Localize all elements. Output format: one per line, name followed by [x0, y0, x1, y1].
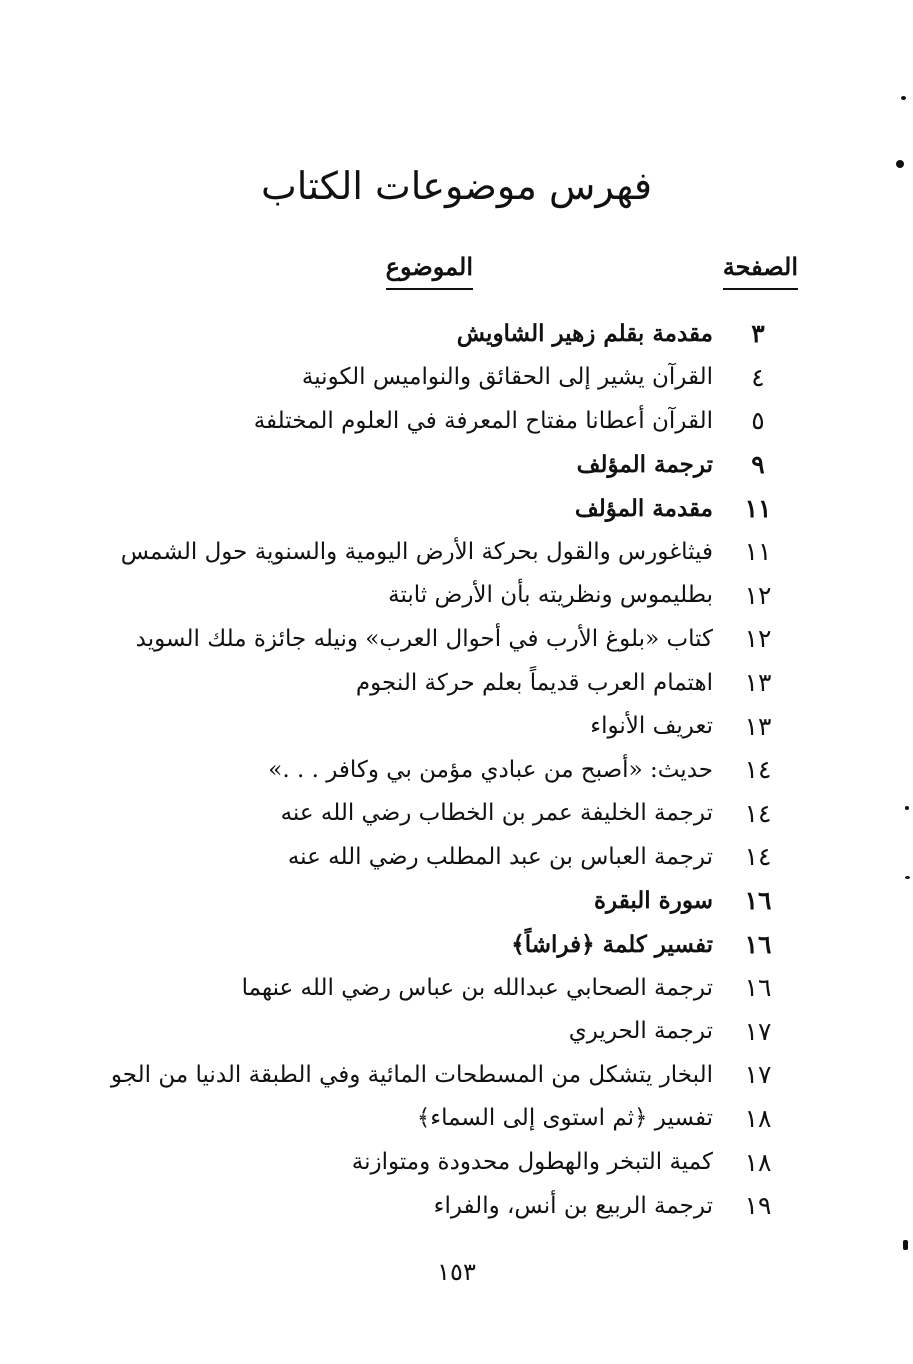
toc-entry-page: ١٦ — [744, 886, 772, 916]
scan-speck — [896, 160, 904, 168]
scan-speck — [905, 876, 910, 879]
toc-entry — [13, 486, 803, 530]
toc-entry — [13, 530, 803, 574]
toc-entry-page: ١١ — [744, 537, 772, 567]
topic-column-header: الموضوع — [386, 250, 473, 290]
toc-entry — [13, 879, 803, 923]
toc-entry-topic: تفسير كلمة ﴿فراشاً﴾ — [511, 930, 713, 958]
toc-entry — [13, 661, 803, 705]
toc-entry-topic: حديث: «أصبح من عبادي مؤمن بي وكافر . . .» — [268, 756, 713, 783]
toc-entry-topic: ترجمة الحريري — [568, 1018, 713, 1045]
toc-entries — [13, 312, 803, 1227]
toc-entry-topic: اهتمام العرب قديماً بعلم حركة النجوم — [355, 669, 713, 696]
toc-entry-topic: تعريف الأنواء — [590, 713, 713, 740]
toc-entry-page: ١٦ — [744, 929, 772, 959]
toc-entry — [13, 399, 803, 443]
toc-entry-page: ٣ — [751, 319, 765, 349]
toc-entry — [13, 1184, 803, 1228]
toc-entry-topic: تفسير ﴿ثم استوى إلى السماء﴾ — [416, 1105, 713, 1132]
scan-speck — [903, 1240, 908, 1250]
toc-entry-topic: بطليموس ونظريته بأن الأرض ثابتة — [388, 582, 713, 609]
toc-entry-topic: كمية التبخر والهطول محدودة ومتوازنة — [351, 1149, 713, 1176]
toc-entry-topic: ترجمة الربيع بن أنس، والفراء — [433, 1192, 713, 1219]
toc-entry-topic: ترجمة الصحابي عبدالله بن عباس رضي الله عنهما — [241, 974, 713, 1001]
toc-entry-page: ١٣ — [744, 668, 772, 698]
toc-entry-page: ١٤ — [744, 798, 772, 828]
toc-entry-topic: كتاب «بلوغ الأرب في أحوال العرب» ونيله جائزة ملك السويد — [135, 625, 713, 652]
toc-entry-page: ٤ — [751, 362, 765, 392]
toc-entry-topic: ترجمة العباس بن عبد المطلب رضي الله عنه — [287, 843, 713, 870]
toc-entry-topic: القرآن أعطانا مفتاح المعرفة في العلوم المختلفة — [253, 407, 713, 434]
toc-entry-page: ١٨ — [744, 1147, 772, 1177]
toc-entry — [13, 704, 803, 748]
toc-entry-page: ١٤ — [744, 755, 772, 785]
toc-entry-page: ١٢ — [744, 580, 772, 610]
toc-entry-topic: مقدمة بقلم زهير الشاويش — [456, 320, 713, 348]
toc-entry-page: ١٤ — [744, 842, 772, 872]
scan-speck — [905, 806, 909, 810]
toc-entry — [13, 792, 803, 836]
toc-entry-topic: مقدمة المؤلف — [574, 494, 713, 522]
toc-entry-page: ١٦ — [744, 973, 772, 1003]
toc-entry — [13, 1010, 803, 1054]
toc-entry-page: ١٨ — [744, 1103, 772, 1133]
toc-entry — [13, 835, 803, 879]
toc-entry — [13, 1140, 803, 1184]
page-title: فهرس موضوعات الكتاب — [260, 164, 653, 208]
toc-entry — [13, 1053, 803, 1097]
toc-entry — [13, 1097, 803, 1141]
page-number: ١٥٣ — [437, 1258, 476, 1286]
toc-entry — [13, 443, 803, 487]
toc-entry — [13, 312, 803, 356]
toc-entry-topic: ترجمة الخليفة عمر بن الخطاب رضي الله عنه — [280, 800, 713, 827]
toc-entry-page: ١٢ — [744, 624, 772, 654]
toc-entry-topic: البخار يتشكل من المسطحات المائية وفي الطبقة الدنيا من الجو — [110, 1061, 713, 1088]
toc-entry-page: ٩ — [751, 450, 765, 480]
toc-entry-page: ٥ — [751, 406, 765, 436]
toc-entry — [13, 748, 803, 792]
toc-entry-topic: ترجمة المؤلف — [576, 451, 713, 479]
toc-entry — [13, 574, 803, 618]
toc-entry-page: ١١ — [744, 493, 772, 523]
toc-entry-page: ١٧ — [744, 1016, 772, 1046]
toc-entry-page: ١٩ — [744, 1191, 772, 1221]
toc-entry — [13, 922, 803, 966]
toc-entry-topic: فيثاغورس والقول بحركة الأرض اليومية والسنوية حول الشمس — [120, 538, 713, 565]
toc-entry — [13, 966, 803, 1010]
toc-entry-page: ١٧ — [744, 1060, 772, 1090]
toc-entry-page: ١٣ — [744, 711, 772, 741]
page-column-header: الصفحة — [723, 250, 798, 290]
toc-entry-topic: القرآن يشير إلى الحقائق والنواميس الكونية — [301, 364, 713, 391]
toc-entry-topic: سورة البقرة — [593, 887, 713, 915]
toc-entry — [13, 356, 803, 400]
scan-speck — [901, 96, 906, 100]
toc-entry — [13, 617, 803, 661]
